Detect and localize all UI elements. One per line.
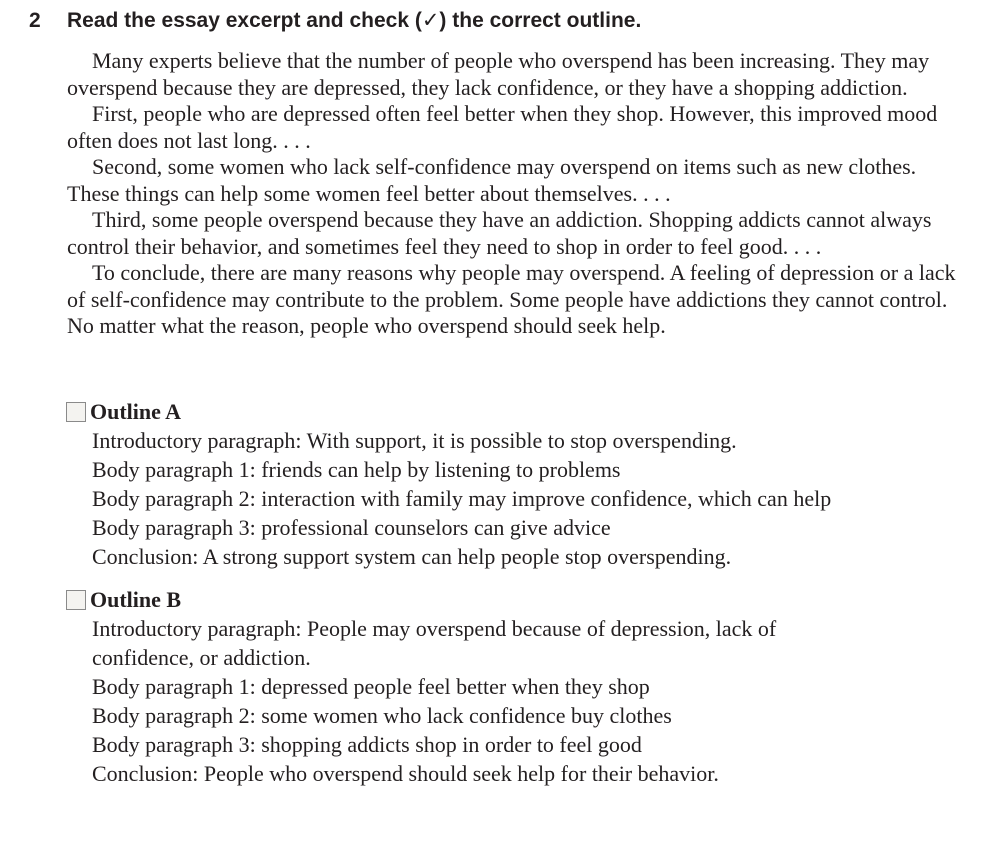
outline-b-lines: [92, 614, 872, 788]
essay-paragraph-intro: Many experts believe that the number of people who overspend has been increasing. They may overspend because they are depressed, they lack confidence, or they have a shopping addiction.: [67, 48, 930, 100]
outline-b-title: Outline B: [90, 587, 182, 612]
outline-a-title: Outline A: [90, 399, 182, 424]
outline-b-intro: Introductory paragraph: People may overspend because of depression, lack of confidence, or addiction.: [92, 616, 777, 670]
exercise-number: 2: [29, 9, 41, 32]
essay-paragraph-conclusion: To conclude, there are many reasons why people may overspend. A feeling of depression or a lack of self-confidence may contribute to the problem. Some people have addictions they cannot control. No matter what the reason, people who overspend should seek help.: [67, 260, 956, 338]
outline-b-body-3: Body paragraph 3: shopping addicts shop in order to feel good: [92, 732, 642, 757]
outline-b-header: [66, 586, 872, 614]
outline-a-body-1: Body paragraph 1: friends can help by listening to problems: [92, 457, 621, 482]
exercise-instruction: Read the essay excerpt and check (✓) the correct outline.: [67, 9, 642, 32]
exercise-header: [29, 8, 641, 33]
outline-a-header: [66, 398, 872, 426]
outline-a: [66, 398, 872, 571]
outline-a-body-2: Body paragraph 2: interaction with family may improve confidence, which can help: [92, 486, 832, 511]
essay-paragraph-body-1: First, people who are depressed often feel better when they shop. However, this improved mood often does not last long. . . .: [67, 101, 938, 153]
outline-b-conclusion: Conclusion: People who overspend should seek help for their behavior.: [92, 761, 719, 786]
outline-b-checkbox[interactable]: [66, 590, 86, 610]
outline-b-body-2: Body paragraph 2: some women who lack confidence buy clothes: [92, 703, 672, 728]
outline-a-conclusion: Conclusion: A strong support system can help people stop overspending.: [92, 544, 732, 569]
essay-paragraph-body-3: Third, some people overspend because they have an addiction. Shopping addicts cannot always control their behavior, and sometimes feel they need to shop in order to feel good. . . .: [67, 207, 932, 259]
essay-paragraph-body-2: Second, some women who lack self-confidence may overspend on items such as new clothes. These things can help some women feel better about themselves. . . .: [67, 154, 917, 206]
outline-a-body-3: Body paragraph 3: professional counselors can give advice: [92, 515, 611, 540]
outline-a-intro: Introductory paragraph: With support, it is possible to stop overspending.: [92, 428, 737, 453]
outline-a-lines: [92, 426, 872, 571]
outline-a-checkbox[interactable]: [66, 402, 86, 422]
essay-excerpt: [67, 48, 972, 340]
outline-b: [66, 586, 872, 788]
outline-b-body-1: Body paragraph 1: depressed people feel better when they shop: [92, 674, 650, 699]
